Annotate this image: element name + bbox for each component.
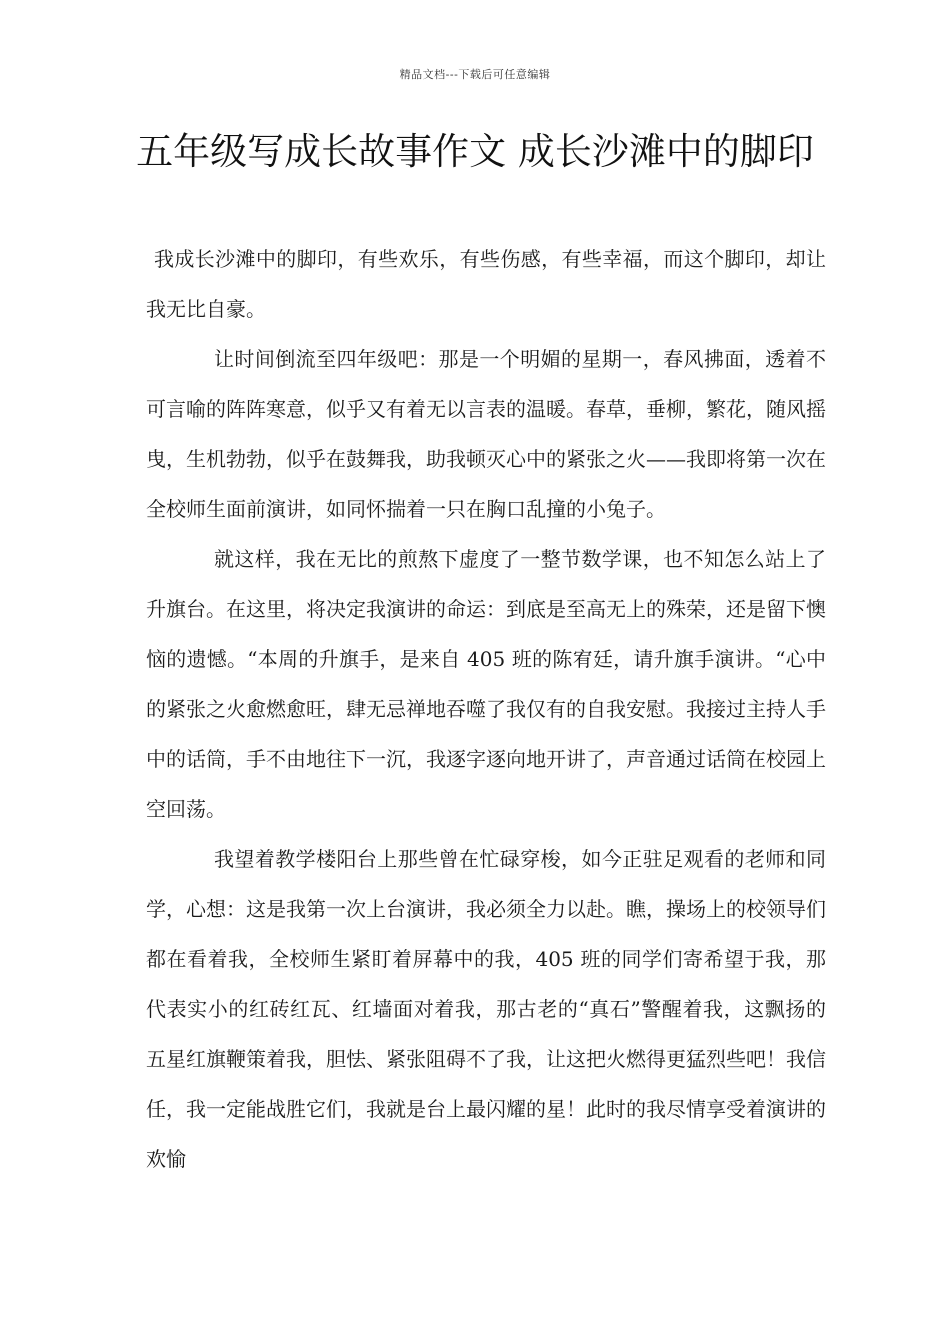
paragraph: 我成长沙滩中的脚印，有些欢乐，有些伤感，有些幸福，而这个脚印，却让我无比自豪。 (146, 247, 826, 321)
paragraph: 让时间倒流至四年级吧：那是一个明媚的星期一，春风拂面，透着不可言喻的阵阵寒意，似乎又有着无以言表的温暖。春草，垂柳，繁花，随风摇曳，生机勃勃，似乎在鼓舞我，助我顿灭心中的紧张之火——我即将第一次在全校师生面前演讲，如同怀揣着一只在胸口乱撞的小兔子。 (146, 347, 826, 521)
paragraph: 我望着教学楼阳台上那些曾在忙碌穿梭，如今正驻足观看的老师和同学，心想：这是我第一次上台演讲，我必须全力以赴。瞧，操场上的校领导们都在看着我，全校师生紧盯着屏幕中的我，405 班的同学们寄希望于我，那代表实小的红砖红瓦、红墙面对着我，那古老的“真石”警醒着我，这飘扬的五星红旗鞭策着我，胆怯、紧张阻碍不了我，让这把火燃得更猛烈些吧！我信任，我一定能战胜它们，我就是台上最闪耀的星！此时的我尽情享受着演讲的欢愉 (146, 847, 826, 1171)
document-title: 五年级写成长故事作文 成长沙滩中的脚印 (136, 130, 814, 173)
paragraph: 就这样，我在无比的煎熬下虚度了一整节数学课，也不知怎么站上了升旗台。在这里，将决定我演讲的命运：到底是至高无上的殊荣，还是留下懊恼的遗憾。“本周的升旗手，是来自 405 班的陈宥廷，请升旗手演讲。“心中的紧张之火愈燃愈旺，肆无忌禅地吞噬了我仅有的自我安慰。我接过主持人手中的话筒，手不由地往下一沉，我逐字逐向地开讲了，声音通过话筒在校园上空回荡。 (146, 547, 826, 821)
document-body (146, 234, 826, 1184)
header-note: 精品文档---下载后可任意编辑 (399, 68, 551, 81)
